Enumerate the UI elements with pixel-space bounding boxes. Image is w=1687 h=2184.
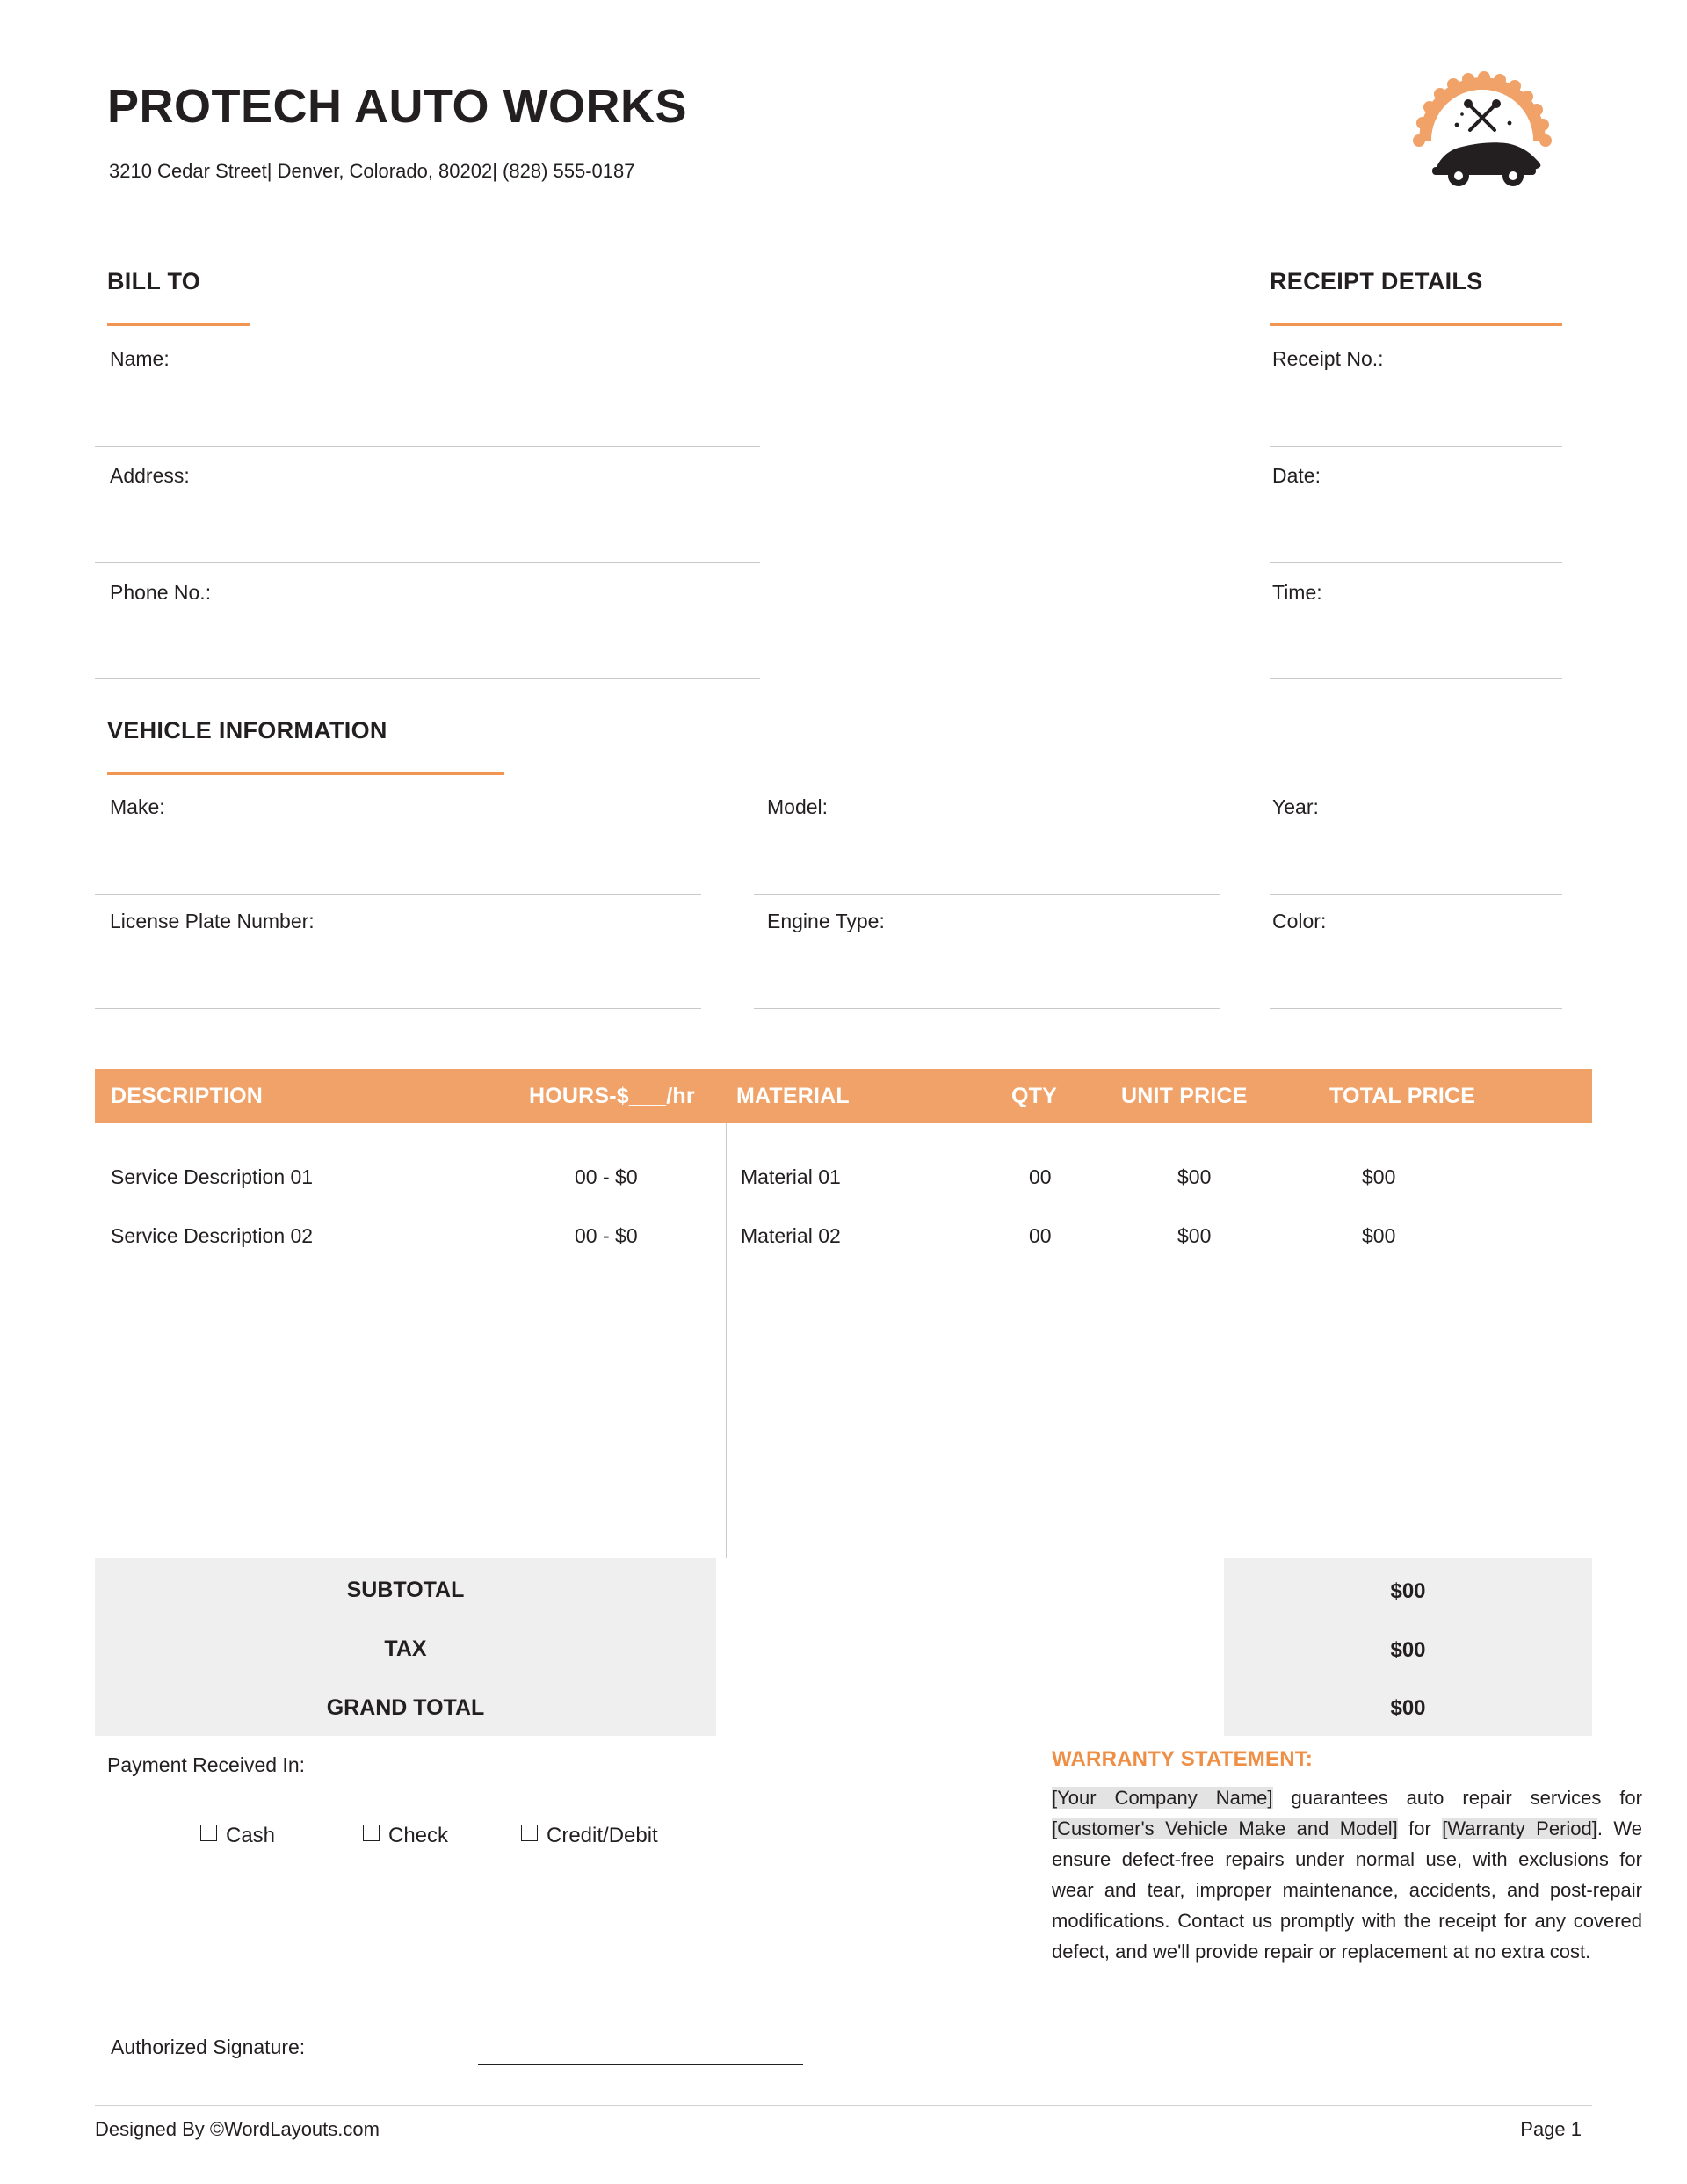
car-gear-badge-logo-icon bbox=[1381, 62, 1583, 202]
receipt-details-heading: RECEIPT DETAILS bbox=[1270, 268, 1483, 294]
footer-designed-by: Designed By ©WordLayouts.com bbox=[95, 2118, 380, 2140]
bill-to-name-input[interactable] bbox=[95, 446, 760, 447]
row-1-total-price[interactable]: $00 bbox=[1362, 1165, 1396, 1188]
row-1-qty[interactable]: 00 bbox=[1029, 1165, 1052, 1188]
row-1-material[interactable]: Material 01 bbox=[741, 1165, 841, 1188]
totals-spacer-column bbox=[716, 1558, 1224, 1736]
cash-label: Cash bbox=[226, 1824, 276, 1847]
row-1-hours[interactable]: 00 - $0 bbox=[575, 1165, 638, 1188]
payment-option-check[interactable] bbox=[363, 1824, 448, 1848]
warranty-text-3: . We ensure defect-free repairs under normal use, with exclusions for wear and tear, improper maintenance, accidents, and post-repair modifications. Contact us promptly with the receipt for any covered defect, and we'll provide repair or replacement at no extra cost. bbox=[1052, 1818, 1642, 1963]
receipt-details-underline bbox=[1270, 323, 1562, 326]
vehicle-model-input[interactable] bbox=[754, 894, 1220, 895]
table-header-row bbox=[95, 1069, 1592, 1123]
grand-total-value: $00 bbox=[1390, 1696, 1426, 1720]
column-header-description: DESCRIPTION bbox=[111, 1084, 264, 1108]
bill-to-phone-input[interactable] bbox=[95, 678, 760, 679]
table-column-divider bbox=[726, 1123, 727, 1558]
tax-value: $00 bbox=[1390, 1638, 1426, 1662]
footer-divider bbox=[95, 2105, 1592, 2106]
line-items-table bbox=[95, 1069, 1592, 1736]
check-label: Check bbox=[388, 1824, 449, 1847]
column-header-material: MATERIAL bbox=[736, 1084, 850, 1108]
warranty-text-2: for bbox=[1397, 1818, 1443, 1839]
bill-to-address-label: Address: bbox=[110, 464, 190, 487]
vehicle-year-label: Year: bbox=[1272, 795, 1319, 818]
vehicle-information-heading: VEHICLE INFORMATION bbox=[107, 717, 387, 744]
row-2-hours[interactable]: 00 - $0 bbox=[575, 1224, 638, 1247]
vehicle-color-input[interactable] bbox=[1270, 1008, 1562, 1009]
vehicle-color-label: Color: bbox=[1272, 910, 1327, 932]
receipt-no-input[interactable] bbox=[1270, 446, 1562, 447]
bill-to-phone-label: Phone No.: bbox=[110, 581, 212, 604]
bill-to-address-input[interactable] bbox=[95, 562, 760, 563]
footer-page-number: Page 1 bbox=[1520, 2118, 1582, 2140]
row-2-total-price[interactable]: $00 bbox=[1362, 1224, 1396, 1247]
receipt-time-input[interactable] bbox=[1270, 678, 1562, 679]
warranty-vehicle-placeholder: [Customer's Vehicle Make and Model] bbox=[1052, 1818, 1398, 1839]
grand-total-label: GRAND TOTAL bbox=[326, 1695, 485, 1720]
cash-checkbox[interactable] bbox=[200, 1825, 217, 1841]
column-header-qty: QTY bbox=[1011, 1084, 1057, 1108]
table-body bbox=[95, 1123, 1592, 1558]
vehicle-license-plate-input[interactable] bbox=[95, 1008, 701, 1009]
column-header-hours: HOURS-$___/hr bbox=[529, 1084, 695, 1108]
bill-to-heading: BILL TO bbox=[107, 268, 201, 294]
row-2-material[interactable]: Material 02 bbox=[741, 1224, 841, 1247]
receipt-date-label: Date: bbox=[1272, 464, 1321, 487]
warranty-company-placeholder: [Your Company Name] bbox=[1052, 1787, 1273, 1809]
credit-debit-label: Credit/Debit bbox=[547, 1824, 658, 1847]
authorized-signature-input[interactable] bbox=[478, 2064, 803, 2065]
document-header bbox=[95, 62, 1592, 211]
payment-option-credit-debit[interactable] bbox=[521, 1824, 658, 1848]
row-1-unit-price[interactable]: $00 bbox=[1177, 1165, 1212, 1188]
payment-received-label: Payment Received In: bbox=[107, 1753, 306, 1776]
warranty-statement-body bbox=[1052, 1782, 1642, 1967]
row-1-description[interactable]: Service Description 01 bbox=[111, 1165, 314, 1188]
bill-to-underline bbox=[107, 323, 250, 326]
subtotal-value: $00 bbox=[1390, 1579, 1426, 1603]
row-2-description[interactable]: Service Description 02 bbox=[111, 1224, 314, 1247]
vehicle-year-input[interactable] bbox=[1270, 894, 1562, 895]
company-name: PROTECH AUTO WORKS bbox=[107, 80, 688, 133]
warranty-period-placeholder: [Warranty Period] bbox=[1442, 1818, 1597, 1839]
check-checkbox[interactable] bbox=[363, 1825, 380, 1841]
company-address: 3210 Cedar Street| Denver, Colorado, 80202| (828) 555-0187 bbox=[109, 160, 635, 182]
receipt-date-input[interactable] bbox=[1270, 562, 1562, 563]
payment-option-cash[interactable] bbox=[200, 1824, 275, 1848]
warranty-statement-title: WARRANTY STATEMENT: bbox=[1052, 1747, 1314, 1771]
vehicle-engine-type-input[interactable] bbox=[754, 1008, 1220, 1009]
column-header-total-price: TOTAL PRICE bbox=[1329, 1084, 1476, 1108]
page-content bbox=[95, 0, 1642, 2184]
bill-to-name-label: Name: bbox=[110, 347, 170, 370]
row-2-unit-price[interactable]: $00 bbox=[1177, 1224, 1212, 1247]
tax-label: TAX bbox=[384, 1636, 427, 1661]
receipt-no-label: Receipt No.: bbox=[1272, 347, 1384, 370]
vehicle-make-label: Make: bbox=[110, 795, 165, 818]
authorized-signature-label: Authorized Signature: bbox=[111, 2035, 306, 2058]
vehicle-model-label: Model: bbox=[767, 795, 829, 818]
vehicle-engine-type-label: Engine Type: bbox=[767, 910, 885, 932]
receipt-time-label: Time: bbox=[1272, 581, 1322, 604]
vehicle-make-input[interactable] bbox=[95, 894, 701, 895]
credit-debit-checkbox[interactable] bbox=[521, 1825, 538, 1841]
vehicle-information-underline bbox=[107, 772, 504, 775]
column-header-unit-price: UNIT PRICE bbox=[1121, 1084, 1248, 1108]
row-2-qty[interactable]: 00 bbox=[1029, 1224, 1052, 1247]
totals-section bbox=[95, 1558, 1592, 1736]
warranty-text-1: guarantees auto repair services for bbox=[1272, 1787, 1642, 1809]
vehicle-license-plate-label: License Plate Number: bbox=[110, 910, 315, 932]
subtotal-label: SUBTOTAL bbox=[346, 1578, 465, 1602]
